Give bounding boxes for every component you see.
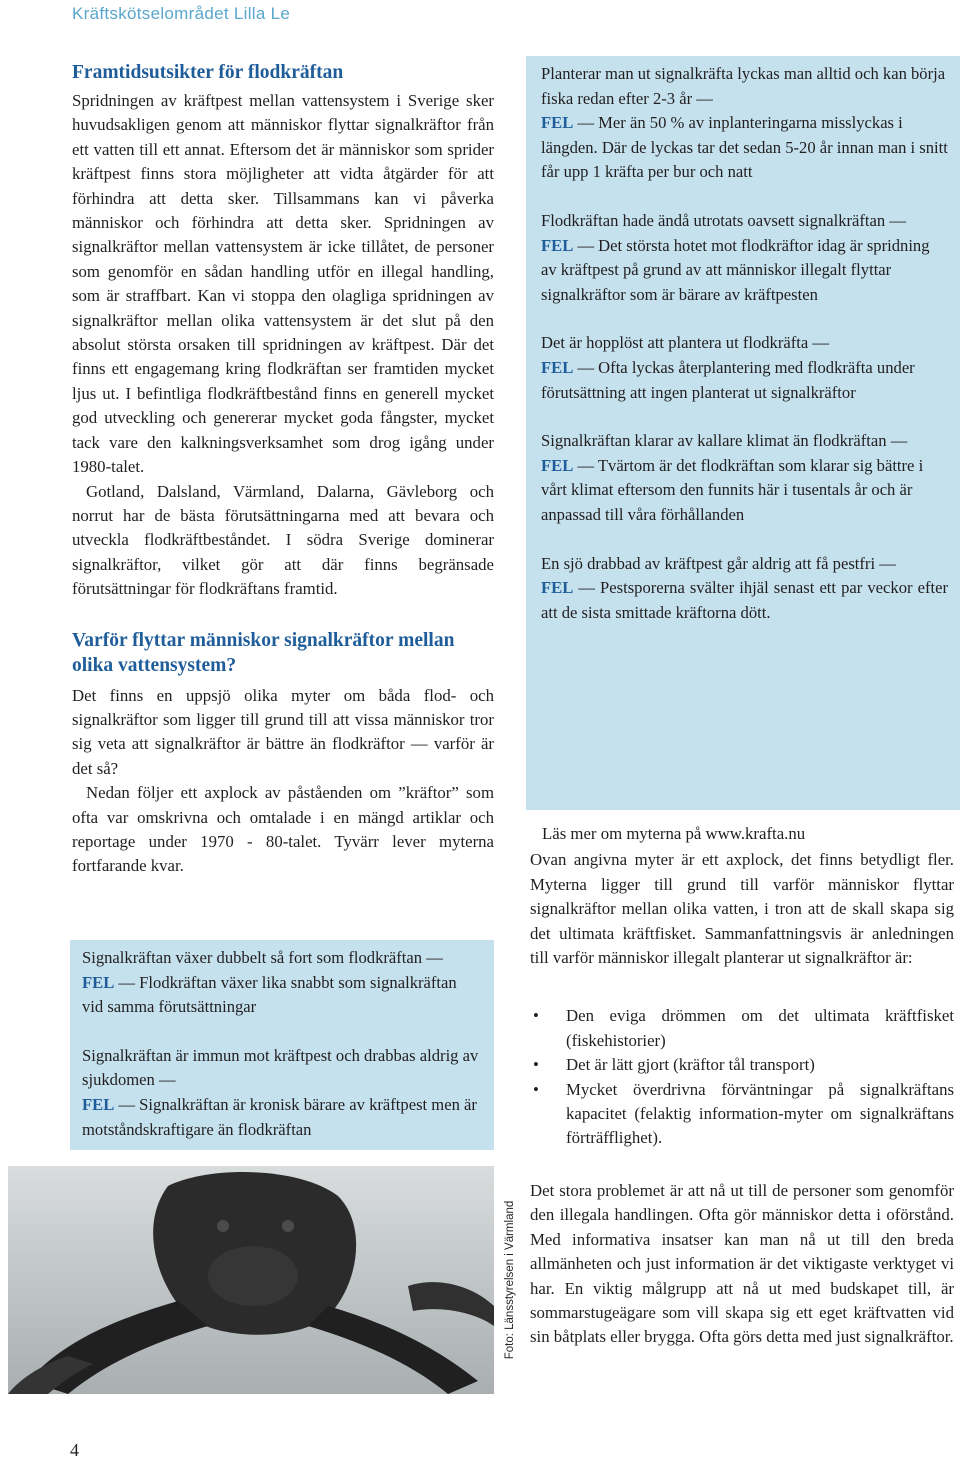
myth-box-left [70, 940, 494, 1150]
myth-claim: Signalkräftan växer dubbelt så fort som flodkräftan — [82, 948, 443, 967]
myth-claim: Det är hopplöst att plantera ut flodkräfta — [541, 333, 829, 353]
myth-answer: — Ofta lyckas återplantering med flodkräfta under förutsättning att ingen planterat ut signalkräftor [541, 357, 915, 402]
read-more-link[interactable]: Läs mer om myterna på www.krafta.nu [542, 824, 806, 843]
myth-claim: En sjö drabbad av kräftpest går aldrig att få pestfri — [541, 553, 896, 573]
paragraph-future-1: Spridningen av kräftpest mellan vattensystem i Sverige sker huvudsakligen genom att människor flyttar signalkräftor från ett vatten till ett annat. Eftersom det är människor som sprider kräftpest finns stora möjligheter att vidta åtgärder för att förhindra att detta sker. Tillsammans kan vi påverka människor och förhindra att detta sker. Spridningen av signalkräftor mellan vattensystem är icke tillåtet, de personer som genomför en sådan handling utför en illegal handling, som är straffbart. Kan vi stoppa den olagliga spridningen av signalkräftor mellan olika vattensystem är det slut på den absolut största orsaken till spridningen av kräftpest. Där det finns ett engagemang kring flodkräftan ser framtiden mycket ljus ut. I befintliga flodkräftbestånd finns en generell mycket god utveckling och genererar mycket goda fångster, mycket tack vare den kalkningsverksamhet som drog igång under 1980-talet. [72, 91, 494, 477]
section-heading-why: Varför flyttar människor signalkräftor mellan olika vattensystem? [72, 629, 455, 676]
paragraph-myths-intro: Det finns en uppsjö olika myter om båda flod- och signalkräftor som ligger till grund till att vissa människor tror sig veta att signalkräftor är bättre än flodkräftor — varför är det så? [72, 685, 494, 778]
myth-answer: — Mer än 50 % av inplanteringarna misslyckas i längden. Där de lyckas tar det sedan 5-20 år innan man i snitt får upp 1 kräfta per bur och natt [541, 113, 948, 182]
crayfish-photo [8, 1166, 494, 1394]
fel-label: FEL [541, 235, 574, 255]
myth-answer: — Flodkräftan växer lika snabbt som signalkräftan vid samma förutsättningar [82, 972, 457, 1017]
bullet: • [533, 1006, 539, 1026]
section-heading-future: Framtidsutsikter för flodkräftan [72, 62, 344, 83]
myth-claim: Signalkräftan klarar av kallare klimat än flodkräftan — [541, 431, 908, 451]
fel-label: FEL [541, 578, 574, 598]
fel-label: FEL [82, 1094, 115, 1114]
running-header: Kräftskötselområdet Lilla Le [72, 4, 291, 23]
myth-answer: — Tvärtom är det flodkräftan som klarar sig bättre i vårt klimat eftersom den funnits här i tusentals år och är anpassad till våra förhållanden [541, 455, 924, 524]
fel-label: FEL [541, 455, 574, 475]
crayfish-illustration [8, 1166, 494, 1394]
fel-label: FEL [541, 357, 574, 377]
list-item: • Det är lätt gjort (kräftor tål transport) [530, 1053, 954, 1077]
myth-item [82, 946, 482, 1020]
myth-item [541, 552, 948, 626]
myth-answer: — Signalkräftan är kronisk bärare av kräftpest men är motståndskraftigare än flodkräftan [82, 1094, 477, 1139]
fel-label: FEL [541, 113, 574, 133]
paragraph-problem: Det stora problemet är att nå ut till de personer som genomför den illegala handlingen. Ofta gör människor detta i oförstånd. Med informativa insatser kan man nå ut till den breda allmänheten och just information är det viktigaste verktyget vi har. En viktig målgrupp att nå ut med budskapet till, är sommarstugeägare som vill skapa sig ett eget kräftvatten vid sin båtplats eller brygga. Ofta görs detta med just signalkräftor. [530, 1180, 954, 1347]
right-column [530, 822, 954, 1350]
paragraph-myths-excerpt: Nedan följer ett axplock av påståenden om ”kräftor” som ofta var omskrivna och omtalade i en mängd artiklar och reportage under 1970 - 80-talet. Tyvärr lever myterna fortfarande kvar. [72, 783, 494, 876]
myth-item [541, 331, 948, 405]
list-item: • Mycket överdrivna förväntningar på signalkräftans kapacitet (felaktig information-myter om signalkräftans förträfflighet). [533, 1079, 954, 1148]
myth-answer: — Pestsporerna svälter ihjäl senast ett par veckor efter att de sista smittade kräftorna dött. [541, 578, 948, 622]
paragraph-future-2: Gotland, Dalsland, Värmland, Dalarna, Gävleborg och norrut har de bästa förutsättningarna med att bevara och utveckla flodkräftbeståndet. I södra Sverige dominerar signalkräftor, vilket gör att där finns begränsade förutsättningar för flodkräftans framtid. [72, 481, 494, 599]
photo-credit: Foto: Länsstyrelsen i Värmland [504, 1200, 516, 1360]
reasons-list [530, 1004, 954, 1150]
paragraph-summary: Ovan angivna myter är ett axplock, det finns betydligt fler. Myterna ligger till grund till varför människor flyttar signalkräftor mellan olika vatten, i tron att de skall skapa sig det ultimata kräftfisket. Sammanfattningsvis är anledningen till varför människor illegalt planterar ut signalkräftor är: [530, 850, 954, 968]
myth-item [541, 429, 948, 527]
myth-claim: Signalkräftan är immun mot kräftpest och drabbas aldrig av sjukdomen — [82, 1045, 479, 1090]
myth-claim: Flodkräftan hade ändå utrotats oavsett signalkräftan — [541, 210, 906, 230]
fel-label: FEL [82, 972, 115, 992]
left-column [72, 60, 494, 879]
myth-box-right [526, 56, 960, 810]
myth-claim: Planterar man ut signalkräfta lyckas man alltid och kan börja fiska redan efter 2-3 år — [541, 64, 946, 108]
page-number: 4 [70, 1440, 79, 1460]
myth-item [541, 209, 948, 307]
myth-item [541, 62, 948, 185]
myth-answer: — Det största hotet mot flodkräftor idag är spridning av kräftpest på grund av att människor illegalt flyttar signalkräftor som är bärare av kräftpesten [541, 235, 930, 304]
bullet: • [533, 1055, 539, 1075]
list-item: • Den eviga drömmen om det ultimata kräftfisket (fiskehistorier) [533, 1006, 954, 1050]
bullet: • [533, 1079, 539, 1099]
myth-item [82, 1044, 482, 1142]
